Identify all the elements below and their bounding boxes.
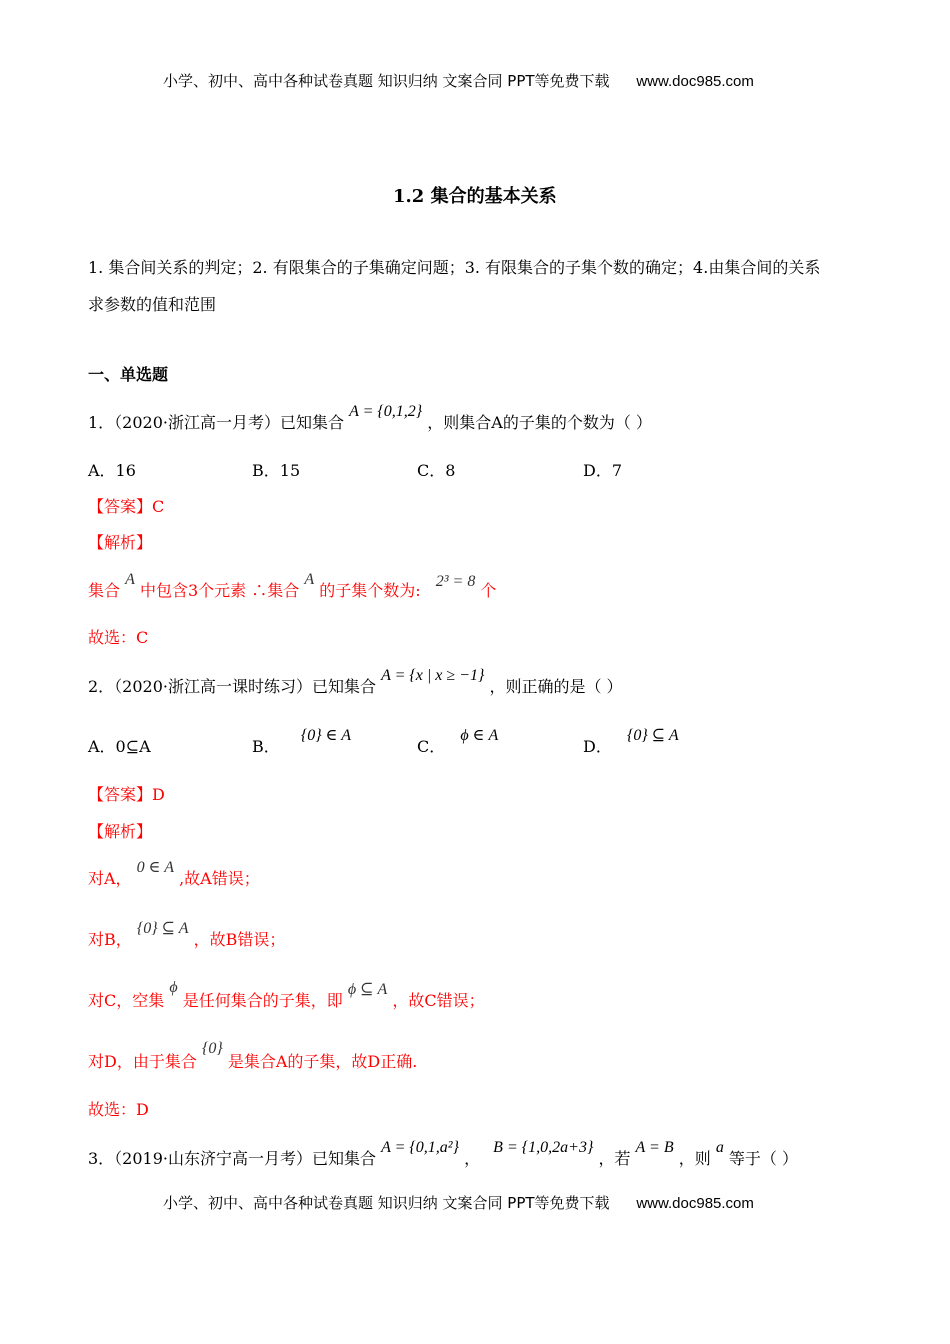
q2-option-b bbox=[252, 727, 351, 757]
q2-analysis-d bbox=[88, 1040, 418, 1072]
q1-conclusion: 故选：C bbox=[88, 628, 149, 647]
q2-a-math: 0 ∈ A bbox=[136, 859, 174, 876]
q3-math-b: B = {1,0,2a+3} bbox=[493, 1139, 594, 1156]
q1-analysis-part4: 个 bbox=[480, 581, 497, 600]
question-3 bbox=[88, 1139, 798, 1169]
intro-line-2: 求参数的值和范围 bbox=[88, 295, 217, 314]
q3-math-var: a bbox=[715, 1139, 724, 1156]
q1-answer: 【答案】C bbox=[88, 497, 165, 516]
q3-mid2: ，则 bbox=[678, 1149, 711, 1168]
q1-analysis-part1: 集合 bbox=[88, 581, 121, 600]
q2-d-math: {0} bbox=[201, 1040, 223, 1057]
q3-math-a: A = {0,1,a²} bbox=[381, 1139, 459, 1156]
q1-analysis-part3: 的子集个数为: bbox=[319, 581, 421, 600]
page-header bbox=[163, 70, 754, 91]
footer-text: 小学、初中、高中各种试卷真题 知识归纳 文案合同 PPT等免费下载 bbox=[163, 1194, 610, 1212]
q2-c-math2: ϕ ⊆ A bbox=[347, 981, 388, 998]
q2-a-label: 对A， bbox=[88, 869, 132, 888]
q3-comma: ， bbox=[464, 1149, 481, 1168]
q1-math: A = {0,1,2} bbox=[349, 403, 423, 420]
question-2 bbox=[88, 667, 623, 697]
page-footer bbox=[163, 1192, 754, 1213]
q2-a-rest: ,故A错误； bbox=[179, 869, 260, 888]
q1-prefix: 1．（2020·浙江高一月考）已知集合 bbox=[88, 413, 344, 432]
q2-d-rest: 是集合A的子集，故D正确. bbox=[227, 1052, 418, 1071]
q2-option-b-math: {0} ∈ A bbox=[300, 727, 351, 744]
q2-option-d bbox=[583, 727, 679, 757]
q1-option-a: A．16 bbox=[88, 461, 136, 480]
q2-math: A = {x | x ≥ −1} bbox=[381, 667, 485, 684]
q2-c-math1: ϕ bbox=[169, 979, 178, 996]
q1-analysis bbox=[88, 571, 497, 601]
q1-analysis-var2: A bbox=[304, 571, 315, 588]
q1-option-c: C．8 bbox=[417, 461, 456, 480]
q2-c-label: 对C，空集 bbox=[88, 991, 165, 1010]
q1-analysis-part2: 中包含3个元素 ∴集合 bbox=[139, 581, 300, 600]
header-url[interactable]: www.doc985.com bbox=[636, 73, 754, 90]
q3-math-eq: A = B bbox=[635, 1139, 674, 1156]
q2-b-rest: ，故B错误； bbox=[193, 930, 286, 949]
q1-option-d: D．7 bbox=[583, 461, 623, 480]
q2-answer: 【答案】D bbox=[88, 785, 165, 804]
q2-option-c-math: ϕ ∈ A bbox=[460, 727, 499, 744]
q2-analysis-c bbox=[88, 979, 485, 1011]
q2-b-label: 对B， bbox=[88, 930, 132, 949]
section-heading: 一、单选题 bbox=[88, 365, 169, 384]
q2-option-b-label: B． bbox=[252, 737, 280, 756]
intro-line-1: 1. 集合间关系的判定；2. 有限集合的子集确定问题；3. 有限集合的子集个数的确定；4.由集合间的关系 bbox=[88, 258, 821, 277]
q3-suffix: 等于（ ） bbox=[728, 1149, 798, 1168]
q2-prefix: 2．（2020·浙江高一课时练习）已知集合 bbox=[88, 677, 376, 696]
header-text: 小学、初中、高中各种试卷真题 知识归纳 文案合同 PPT等免费下载 bbox=[163, 72, 610, 90]
q2-suffix: ，则正确的是（ ） bbox=[489, 677, 623, 696]
q2-analysis-label: 【解析】 bbox=[88, 822, 153, 841]
q1-option-b: B．15 bbox=[252, 461, 301, 480]
q2-c-rest: ，故C错误； bbox=[392, 991, 485, 1010]
q3-prefix: 3．（2019·山东济宁高一月考）已知集合 bbox=[88, 1149, 376, 1168]
q2-option-d-math: {0} ⊆ A bbox=[626, 727, 679, 744]
q1-analysis-var1: A bbox=[125, 571, 135, 588]
page-title: 1.2 集合的基本关系 bbox=[393, 186, 557, 207]
q2-option-a: A．0⊆A bbox=[88, 737, 151, 756]
q2-conclusion: 故选：D bbox=[88, 1100, 149, 1119]
question-1 bbox=[88, 403, 652, 433]
footer-url[interactable]: www.doc985.com bbox=[636, 1195, 754, 1212]
q2-option-c-label: C． bbox=[417, 737, 446, 756]
q2-d-label: 对D，由于集合 bbox=[88, 1052, 197, 1071]
q2-b-math: {0} ⊆ A bbox=[136, 920, 189, 937]
q2-option-d-label: D． bbox=[583, 737, 612, 756]
q1-analysis-math: 2³ = 8 bbox=[435, 573, 476, 590]
q1-suffix: ，则集合A的子集的个数为（ ） bbox=[427, 413, 652, 432]
q2-analysis-a bbox=[88, 859, 260, 889]
q2-c-mid: 是任何集合的子集，即 bbox=[182, 991, 343, 1010]
q2-option-c bbox=[417, 727, 499, 757]
q3-mid: ，若 bbox=[598, 1149, 631, 1168]
q2-analysis-b bbox=[88, 920, 286, 950]
q1-analysis-label: 【解析】 bbox=[88, 533, 153, 552]
